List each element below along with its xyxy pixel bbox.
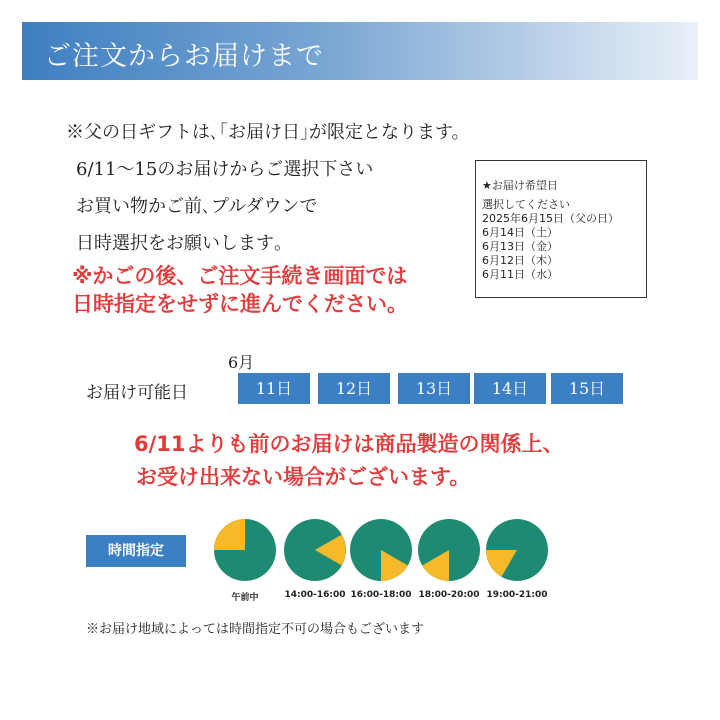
clock-14-16-icon: [283, 518, 347, 582]
time-slot-label: 16:00-18:00: [350, 590, 412, 600]
dropdown-sample-title: ★お届け希望日: [482, 179, 558, 192]
notice-line-1: 6/11よりも前のお届けは商品製造の関係上、: [134, 432, 564, 456]
page-title: ご注文からお届けまで: [44, 41, 324, 72]
warning-line-1: ※かごの後、ご注文手続き画面では: [72, 264, 408, 288]
warning-line-2: 日時指定をせずに進んでください。: [72, 292, 408, 316]
dropdown-sample-box: [475, 160, 647, 298]
notice-line-2: お受け出来ない場合がございます。: [136, 465, 471, 489]
delivery-day-13: 13日: [398, 373, 470, 404]
time-slot-label: 18:00-20:00: [418, 590, 480, 600]
clock-18-20-icon: [417, 518, 481, 582]
delivery-day-14: 14日: [474, 373, 546, 404]
dropdown-option: 6月13日（金）: [482, 240, 558, 253]
footnote: ※お届け地域によっては時間指定不可の場合もございます: [86, 622, 425, 637]
time-slot-label: 14:00-16:00: [284, 590, 346, 600]
month-label: 6月: [228, 353, 255, 372]
header-banner: [22, 22, 698, 80]
dropdown-sample-list: [482, 198, 619, 282]
intro-line-3: お買い物かご前､プルダウンで: [76, 196, 318, 217]
dropdown-option: 2025年6月15日（父の日）: [482, 212, 619, 225]
time-slot-badge: 時間指定: [86, 535, 186, 567]
delivery-day-11: 11日: [238, 373, 310, 404]
time-slot-label: 19:00-21:00: [486, 590, 548, 600]
delivery-day-15: 15日: [551, 373, 623, 404]
intro-line-1: ※父の日ギフトは､｢お届け日｣が限定となります。: [66, 122, 470, 143]
dropdown-option: 6月12日（木）: [482, 254, 558, 267]
dropdown-option: 6月11日（水）: [482, 268, 558, 281]
clock-morning-icon: [213, 518, 277, 582]
dropdown-option: 選択してください: [482, 198, 570, 211]
delivery-days-label: お届け可能日: [86, 383, 188, 403]
time-slot-label: 午前中: [231, 593, 259, 603]
intro-line-2: 6/11〜15のお届けからご選択下さい: [76, 159, 374, 180]
intro-line-4: 日時選択をお願いします｡: [76, 233, 283, 254]
delivery-day-12: 12日: [318, 373, 390, 404]
clock-19-21-icon: [485, 518, 549, 582]
clock-16-18-icon: [349, 518, 413, 582]
dropdown-option: 6月14日（土）: [482, 226, 558, 239]
